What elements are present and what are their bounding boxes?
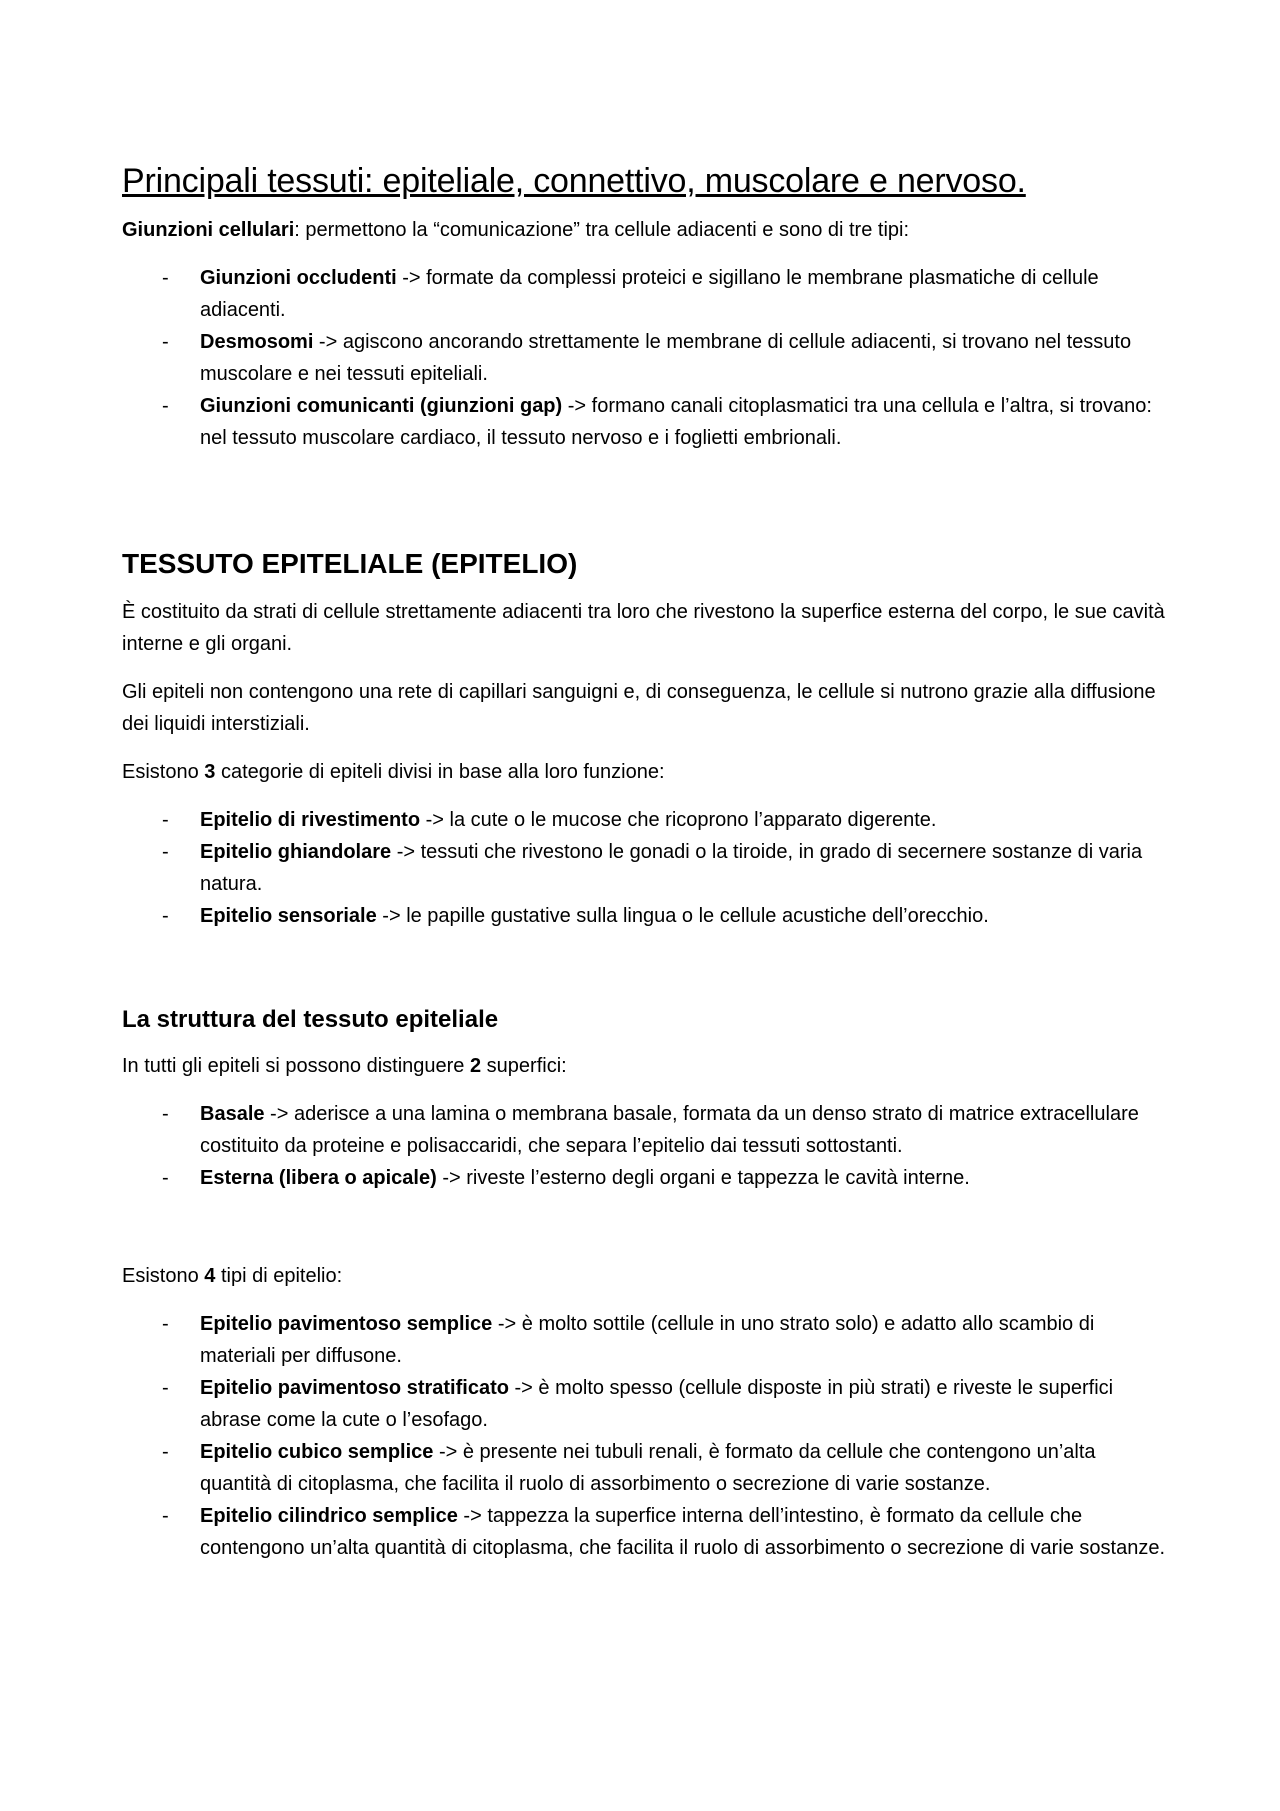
categorie-pre: Esistono [122,761,205,783]
dash-bullet: - [162,1505,169,1527]
tipi-list [122,1308,1172,1564]
list-item [122,262,1172,326]
list-item [122,326,1172,390]
section-heading-epitelio: TESSUTO EPITELIALE (EPITELIO) [122,548,578,579]
dash-bullet: - [162,1441,169,1463]
giunzioni-list [122,262,1172,454]
dash-bullet: - [162,331,169,353]
dash-bullet: - [162,1167,169,1189]
list-item [122,1436,1172,1500]
list-item-bold: Giunzioni occludenti [200,267,397,289]
list-item [122,836,1172,900]
tipi-num: 4 [204,1265,216,1287]
categorie-num: 3 [204,761,216,783]
struttura-post: superfici: [481,1055,567,1077]
list-item-bold: Basale [200,1103,265,1125]
categorie-post: categorie di epiteli divisi in base alla loro funzione: [215,761,665,783]
list-item [122,390,1172,454]
epitelio-para-1: È costituito da strati di cellule strettamente adiacenti tra loro che rivestono la superfice esterna del corpo, le sue cavità interne e gli organi. [122,601,1165,655]
list-item-bold: Desmosomi [200,331,314,353]
list-item [122,900,1172,932]
list-item-text: -> agiscono ancorando strettamente le membrane di cellule adiacenti, si trovano nel tessuto muscolare e nei tessuti epiteliali. [200,331,1132,385]
list-item-text: -> è molto sottile (cellule in uno strato solo) e adatto allo scambio di materiali per diffusone. [200,1313,1095,1367]
list-item-text: -> è presente nei tubuli renali, è formato da cellule che contengono un’alta quantità di citoplasma, che facilita il ruolo di assorbimento o secrezione di varie sostanze. [200,1441,1096,1495]
list-item-bold: Esterna (libera o apicale) [200,1167,437,1189]
section-heading-struttura: La struttura del tessuto epiteliale [122,1006,499,1033]
dash-bullet: - [162,267,169,289]
dash-bullet: - [162,905,169,927]
list-item-text: -> riveste l’esterno degli organi e tappezza le cavità interne. [436,1167,970,1189]
dash-bullet: - [162,1103,169,1125]
giunzioni-intro-text: : permettono la “comunicazione” tra cellule adiacenti e sono di tre tipi: [294,219,910,241]
list-item-text: -> tessuti che rivestono le gonadi o la tiroide, in grado di secernere sostanze di varia natura. [200,841,1143,895]
dash-bullet: - [162,1377,169,1399]
list-item [122,1098,1172,1162]
tipi-post: tipi di epitelio: [215,1265,343,1287]
epitelio-list [122,804,1172,932]
list-item-text: -> aderisce a una lamina o membrana basale, formata da un denso strato di matrice extracellulare costituito da proteine e polisaccaridi, che separa l’epitelio dai tessuti sottostanti. [200,1103,1139,1157]
list-item-bold: Epitelio pavimentoso stratificato [200,1377,509,1399]
dash-bullet: - [162,1313,169,1335]
dash-bullet: - [162,809,169,831]
list-item-text: -> è molto spesso (cellule disposte in più strati) e riveste le superfici abrase come la cute o l’esofago. [200,1377,1114,1431]
list-item [122,1500,1172,1564]
struttura-intro [122,1050,1172,1082]
list-item [122,1308,1172,1372]
list-item-bold: Epitelio cubico semplice [200,1441,434,1463]
list-item-bold: Epitelio cilindrico semplice [200,1505,458,1527]
list-item-bold: Giunzioni comunicanti (giunzioni gap) [200,395,563,417]
list-item-bold: Epitelio ghiandolare [200,841,392,863]
list-item [122,1372,1172,1436]
list-item-text: -> formano canali citoplasmatici tra una cellula e l’altra, si trovano: nel tessuto muscolare cardiaco, il tessuto nervoso e i foglietti embrionali. [200,395,1152,449]
list-item [122,804,1172,836]
tipi-intro [122,1260,1172,1292]
dash-bullet: - [162,841,169,863]
struttura-pre: In tutti gli epiteli si possono distinguere [122,1055,470,1077]
list-item-bold: Epitelio di rivestimento [200,809,421,831]
list-item-text: -> tappezza la superfice interna dell’intestino, è formato da cellule che contengono un’alta quantità di citoplasma, che facilita il ruolo di assorbimento o secrezione di varie sostanze. [200,1505,1165,1559]
tipi-pre: Esistono [122,1265,205,1287]
epitelio-categorie-intro [122,756,1172,788]
struttura-num: 2 [469,1055,482,1077]
giunzioni-intro [122,214,1172,246]
list-item-bold: Epitelio sensoriale [200,905,377,927]
giunzioni-intro-bold: Giunzioni cellulari [122,219,295,241]
list-item [122,1162,1172,1194]
list-item-text: -> formate da complessi proteici e sigillano le membrane plasmatiche di cellule adiacenti. [200,267,1099,321]
page-title: Principali tessuti: epiteliale, connettivo, muscolare e nervoso. [122,162,1026,200]
list-item-text: -> le papille gustative sulla lingua o le cellule acustiche dell’orecchio. [376,905,989,927]
epitelio-para-2: Gli epiteli non contengono una rete di capillari sanguigni e, di conseguenza, le cellule si nutrono grazie alla diffusione dei liquidi interstiziali. [122,681,1156,735]
document-body [122,158,1172,1564]
list-item-text: -> la cute o le mucose che ricoprono l’apparato digerente. [420,809,937,831]
struttura-list [122,1098,1172,1194]
dash-bullet: - [162,395,169,417]
list-item-bold: Epitelio pavimentoso semplice [200,1313,493,1335]
